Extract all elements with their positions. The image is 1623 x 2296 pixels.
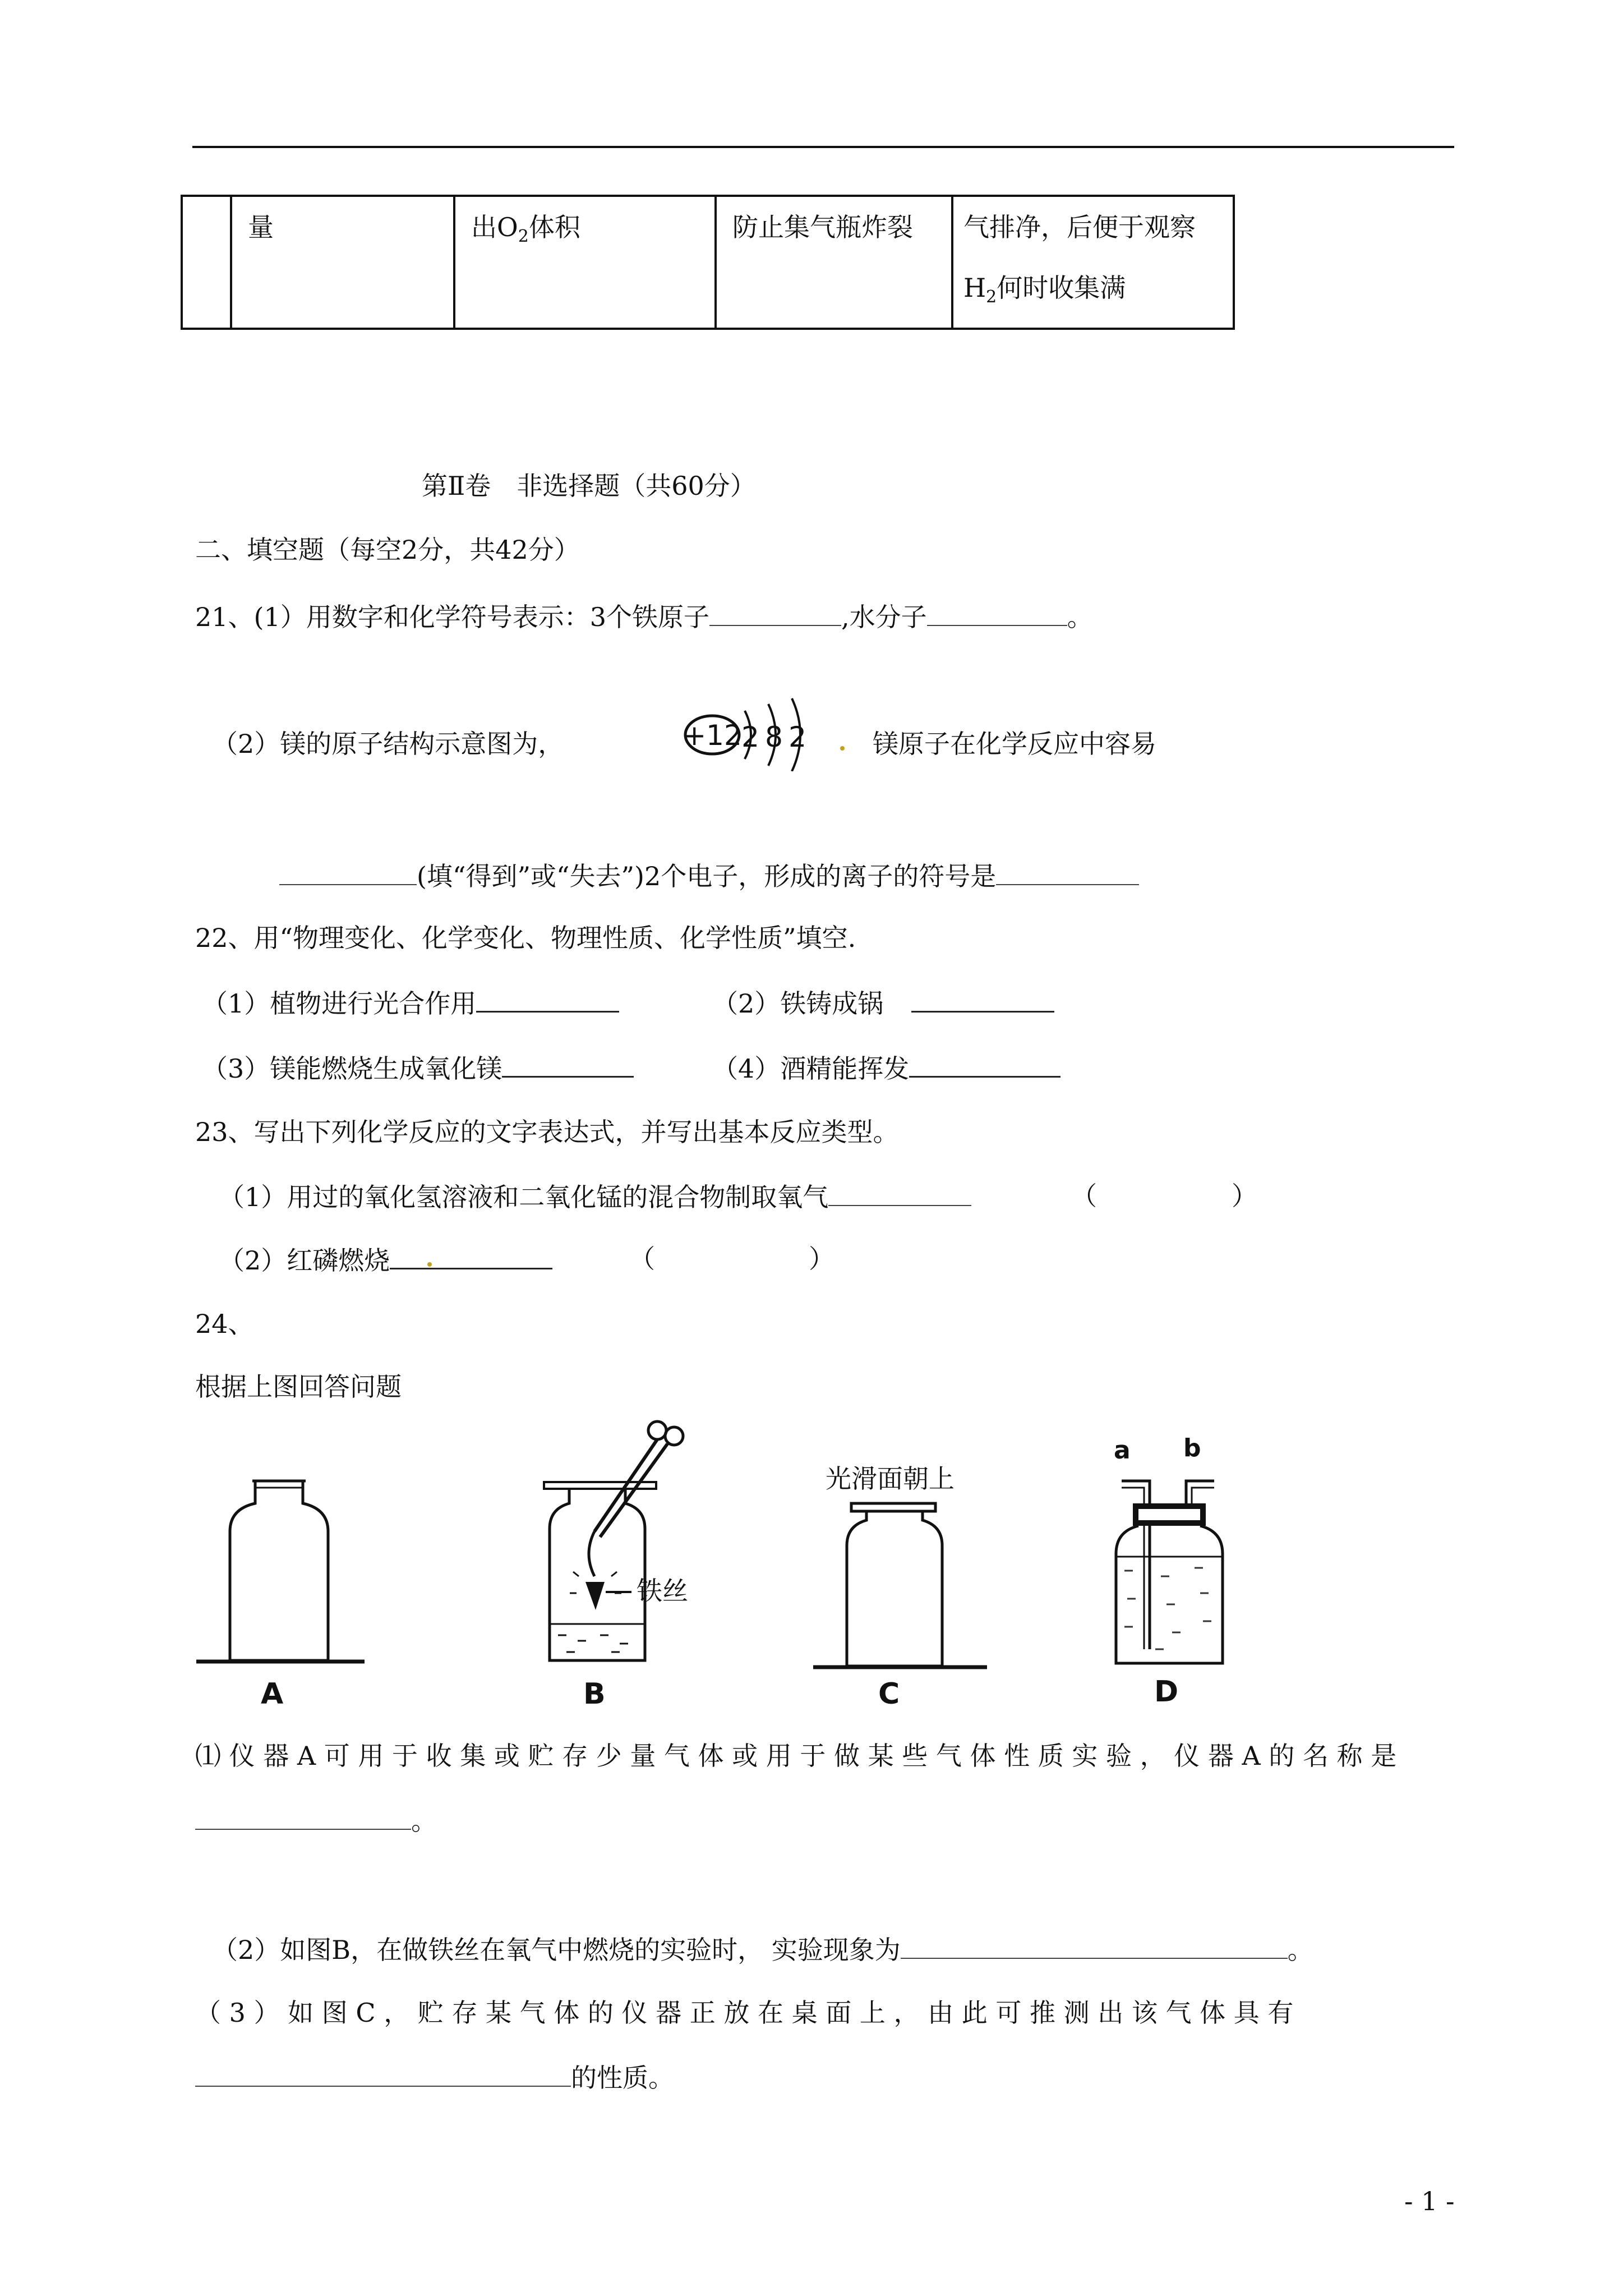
q24-stem: 根据上图回答问题 xyxy=(195,1372,402,1402)
q23-item2-paren-close: ） xyxy=(809,1244,834,1274)
answer-blank[interactable] xyxy=(390,1242,552,1269)
part-two-title: 二、填空题（每空2分，共42分） xyxy=(195,535,580,565)
table-cell-1 xyxy=(182,196,231,329)
answer-blank[interactable] xyxy=(996,858,1139,885)
q23-item1-paren-close: ） xyxy=(1232,1181,1257,1211)
table-cell-3: 出$O_2$体积 xyxy=(454,196,716,329)
continuation-table xyxy=(181,195,1235,330)
table-cell-4: 防止集气瓶炸裂 xyxy=(716,196,952,329)
answer-blank[interactable] xyxy=(709,599,841,626)
q21-line2a: （2）镁的原子结构示意图为， xyxy=(212,729,564,759)
q23-stem: 23、写出下列化学反应的文字表达式，并写出基本反应类型。 xyxy=(195,1117,899,1147)
shell-electrons-2: 8 xyxy=(765,721,783,753)
shell-electrons-3: 2 xyxy=(789,721,806,753)
q22-item1: （1）植物进行光合作用 xyxy=(202,985,619,1020)
q22-stem: 22、用“物理变化、化学变化、物理性质、化学性质”填空. xyxy=(195,923,856,953)
table-cell-5: 气排净，后便于观察 $H_2$何时收集满 xyxy=(952,196,1234,329)
q23-item2: （2）红磷燃烧 xyxy=(219,1242,552,1277)
shell-electrons-1: 2 xyxy=(741,721,759,753)
q23-item1-paren-open: （ xyxy=(1071,1181,1097,1211)
q24-sub2: （2）如图B，在做铁丝在氧气中燃烧的实验时， 实验现象为 。 xyxy=(212,1932,1313,1967)
q22-item3: （3）镁能燃烧生成氧化镁 xyxy=(202,1050,634,1085)
answer-blank[interactable] xyxy=(828,1179,971,1206)
figure-c-label: C xyxy=(878,1677,900,1711)
q22-item2: （2）铁铸成锅 xyxy=(712,985,1054,1020)
answer-blank[interactable] xyxy=(502,1050,634,1078)
section-heading: 第Ⅱ卷 非选择题（共60分） xyxy=(422,471,756,501)
q21-line1: 21、(1）用数字和化学符号表示：3个铁原子 ,水分子 。 xyxy=(195,599,1093,634)
q24-sub1-blank-line: 。 xyxy=(195,1803,437,1838)
q23-item2-paren-open: （ xyxy=(629,1244,655,1274)
figure-b-iron-wire-bottle xyxy=(527,1414,751,1677)
answer-blank[interactable] xyxy=(476,985,619,1013)
page-number: - 1 - xyxy=(1404,2186,1455,2216)
answer-blank[interactable] xyxy=(927,599,1067,626)
atom-nucleus: +12 xyxy=(683,719,742,752)
figure-c-bottle xyxy=(808,1498,993,1677)
answer-blank[interactable] xyxy=(279,858,417,885)
q24-sub1: ⑴ 仪 器 A 可 用 于 收 集 或 贮 存 少 量 气 体 或 用 于 做 某 些 气 体 性 质 实 验 ， 仪 器 A 的 名 称 是 xyxy=(195,1741,1397,1771)
answer-blank[interactable] xyxy=(195,2060,571,2087)
q24-sub3: （ 3 ） 如 图 C ， 贮 存 某 气 体 的 仪 器 正 放 在 桌 面 上 ， 由 此 可 推 测 出 该 气 体 具 有 xyxy=(195,1998,1294,2028)
figure-d-gas-bottle xyxy=(1099,1464,1234,1677)
magnesium-atom-diagram xyxy=(673,682,819,771)
stray-dot xyxy=(427,1262,432,1267)
smooth-side-up-label: 光滑面朝上 xyxy=(826,1464,955,1494)
q24-number: 24、 xyxy=(195,1309,254,1339)
q23-item1: （1）用过的氧化氢溶液和二氧化锰的混合物制取氧气 xyxy=(219,1179,971,1214)
q24-sub3-blank-line: 的性质。 xyxy=(195,2060,674,2095)
q21-line2b: 镁原子在化学反应中容易 xyxy=(873,729,1156,759)
tube-b-label: b xyxy=(1183,1434,1201,1462)
stray-dot xyxy=(840,746,845,751)
figure-a-label: A xyxy=(261,1677,284,1711)
q22-item4: （4）酒精能挥发 xyxy=(712,1050,1061,1085)
table-cell-2: 量 xyxy=(231,196,454,329)
tube-a-label: a xyxy=(1114,1436,1131,1465)
answer-blank[interactable] xyxy=(901,1932,1288,1959)
figure-b-label: B xyxy=(583,1677,606,1711)
header-rule xyxy=(192,146,1454,148)
q21-line3: (填“得到”或“失去”)2个电子，形成的离子的符号是 xyxy=(279,858,1139,893)
answer-blank[interactable] xyxy=(195,1803,411,1830)
iron-wire-label: 铁丝 xyxy=(637,1576,688,1606)
answer-blank[interactable] xyxy=(909,1050,1061,1078)
figure-d-label: D xyxy=(1154,1675,1179,1709)
figure-a-bottle xyxy=(191,1458,376,1672)
answer-blank[interactable] xyxy=(911,985,1054,1013)
